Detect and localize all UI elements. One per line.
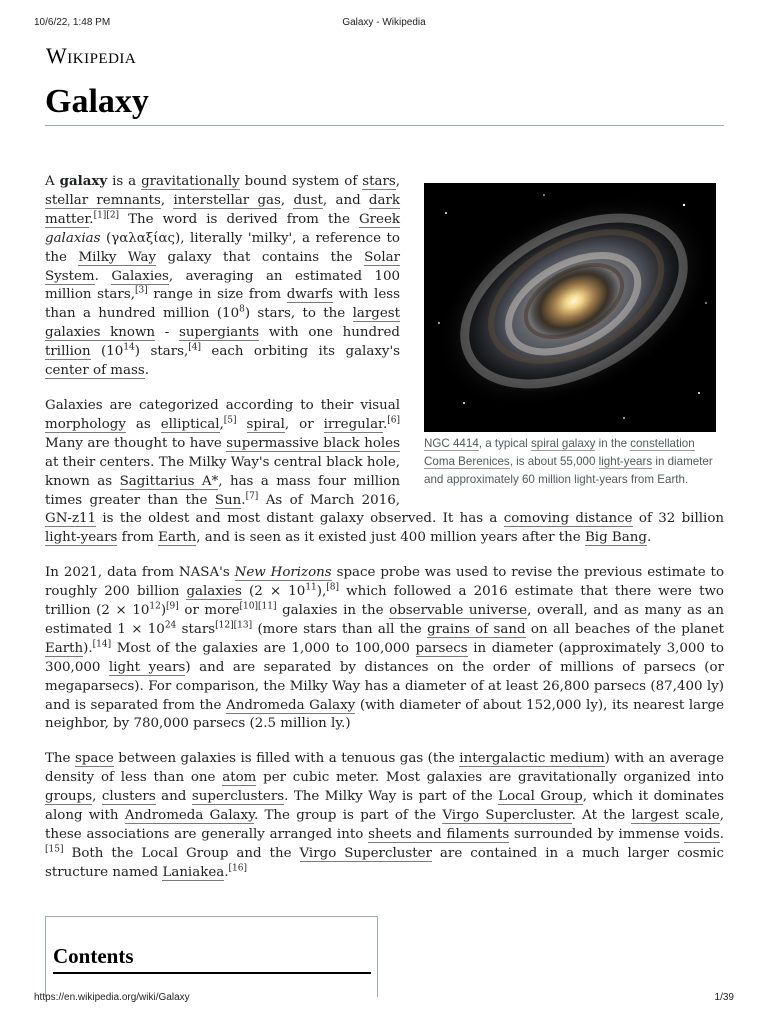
article-link[interactable]: Greek xyxy=(358,211,400,227)
paragraph-text: In 2021, data from NASA's xyxy=(45,565,235,581)
paragraph-text: , and xyxy=(322,192,369,208)
reference-link[interactable]: [14] xyxy=(92,639,112,650)
paragraph-text: are contained in a much larger cosmic structure named xyxy=(45,845,724,880)
caption-link-ngc-4414[interactable]: NGC 4414 xyxy=(424,437,479,450)
paragraph-text: . xyxy=(144,363,149,379)
toc-divider xyxy=(53,972,371,974)
reference-link[interactable]: [13] xyxy=(233,620,253,631)
paragraph-text: Both the Local Group and the xyxy=(63,845,300,861)
ngc-4414-galaxy-picture xyxy=(424,183,716,432)
article-link[interactable]: Virgo Supercluster xyxy=(299,845,432,861)
article-link[interactable]: light years xyxy=(108,659,186,675)
reference-link[interactable]: [16] xyxy=(228,863,247,874)
article-link[interactable]: parsecs xyxy=(415,640,468,656)
article-link[interactable]: stellar remnants xyxy=(45,192,161,208)
article-link[interactable]: light-years xyxy=(45,530,118,546)
image-caption xyxy=(424,435,716,489)
caption-text: , a typical xyxy=(478,437,531,450)
article-link[interactable]: Virgo Supercluster xyxy=(442,808,572,824)
image-figure xyxy=(424,183,724,489)
paragraph-text xyxy=(237,417,247,432)
paragraph-text: . xyxy=(646,530,652,546)
wikipedia-wordmark[interactable]: Wikipedia xyxy=(46,43,137,68)
article-link[interactable]: space xyxy=(74,751,114,767)
article-link[interactable]: intergalactic medium xyxy=(459,751,605,767)
paragraph-text: , overall, and as many as an estimated 1 × 10 xyxy=(45,603,725,637)
article-link[interactable]: Earth xyxy=(158,530,197,546)
article-link[interactable]: sheets and filaments xyxy=(368,827,510,842)
caption-link-spiral-galaxy[interactable]: spiral galaxy xyxy=(530,437,596,450)
article-link[interactable]: Laniakea xyxy=(162,864,225,880)
article-body xyxy=(45,172,724,899)
paragraph-text: ) and are separated by distances on the order of millions of parsecs (or megaparsecs). For comparison, the Milky Way has a diameter of at least 26,800 parsecs (87,400 ly) and is separated from the xyxy=(45,659,724,713)
paragraph-text: in diameter (approximately 3,000 to 300,000 xyxy=(45,640,724,675)
paragraph-text: ) stars, to the xyxy=(244,306,353,322)
superscript-exponent: 24 xyxy=(164,620,177,631)
reference-link[interactable]: [1] xyxy=(93,210,107,221)
article-link[interactable]: voids xyxy=(684,827,720,842)
article-link[interactable]: Solar System xyxy=(45,249,401,284)
paragraph-text: (more stars than all the xyxy=(252,621,428,637)
reference-link[interactable]: [2] xyxy=(106,210,120,221)
paragraph-text: as xyxy=(125,416,161,432)
galaxy-image[interactable] xyxy=(424,183,716,432)
article-link[interactable]: Earth xyxy=(45,640,84,656)
reference-link[interactable]: [8] xyxy=(326,582,339,593)
paragraph-text: , which it dominates along with xyxy=(45,789,724,824)
reference-link[interactable]: [10] xyxy=(239,601,259,612)
paragraph-text: The word is derived from the xyxy=(119,211,359,227)
paragraph-text: - xyxy=(155,325,180,341)
article-link[interactable]: Milky Way xyxy=(78,249,157,265)
superscript-exponent: 12 xyxy=(149,601,161,612)
reference-link[interactable]: [5] xyxy=(223,415,237,426)
paragraph-text: on all beaches of the planet xyxy=(525,621,724,637)
table-of-contents xyxy=(45,916,378,997)
paragraph-text: ). xyxy=(83,640,93,656)
paragraph-text: , these associations are generally arranged into xyxy=(45,808,724,842)
article-link[interactable]: clusters xyxy=(101,789,156,805)
article-link[interactable]: comoving distance xyxy=(503,511,633,527)
paragraph-text: ) with an average density of less than one xyxy=(45,751,724,786)
paragraph-text: . xyxy=(94,268,112,284)
article-link[interactable]: Andromeda Galaxy xyxy=(226,697,356,713)
reference-link[interactable]: [7] xyxy=(245,491,259,502)
paragraph-text: As of March 2016, xyxy=(258,492,400,508)
paragraph-text: . At the xyxy=(571,808,632,824)
caption-text: in diameter and approximately 60 million light-years from Earth. xyxy=(424,455,713,486)
superscript-exponent: 8 xyxy=(239,304,245,315)
paragraph-text: and xyxy=(155,789,192,805)
article-link[interactable]: gravitationally xyxy=(141,174,240,189)
print-url: https://en.wikipedia.org/wiki/Galaxy xyxy=(34,992,190,1003)
reference-link[interactable]: [12] xyxy=(215,620,234,631)
bold-term: galaxy xyxy=(59,173,108,189)
article-link[interactable]: morphology xyxy=(45,416,126,432)
article-link[interactable]: groups xyxy=(45,789,93,805)
article-link[interactable]: atom xyxy=(222,770,257,786)
paragraph-text: is a xyxy=(107,174,142,189)
paragraph-text: , and is seen as it existed just 400 million years after the xyxy=(196,530,585,546)
paragraph-text: galaxies in the xyxy=(276,603,390,619)
paragraph-text: galaxy that contains the xyxy=(156,249,365,265)
paragraph-text: , or xyxy=(284,416,324,432)
paragraph-text: ) stars, xyxy=(134,344,189,360)
caption-link-constellation[interactable]: constellation xyxy=(630,437,695,450)
article-link[interactable]: irregular xyxy=(323,416,383,432)
paragraph-text: . xyxy=(89,211,94,227)
paragraph-text: each orbiting its galaxy's xyxy=(200,344,400,360)
reference-link[interactable]: [11] xyxy=(258,601,277,612)
paragraph-text: surrounded by immense xyxy=(509,827,685,842)
paragraph-text: ) xyxy=(160,603,167,619)
paragraph-text: . The Milky Way is part of the xyxy=(284,789,499,805)
paragraph-text: with less than a hundred million (10 xyxy=(45,287,400,322)
paragraph-text: , xyxy=(395,174,400,189)
reference-link[interactable]: [3] xyxy=(134,285,148,296)
paragraph-text: Many are thought to have xyxy=(45,435,227,451)
article-link[interactable]: stars xyxy=(362,174,396,189)
reference-link[interactable]: [4] xyxy=(188,342,201,353)
print-page-title: Galaxy - Wikipedia xyxy=(342,17,426,28)
reference-link[interactable]: [9] xyxy=(166,601,179,612)
reference-link[interactable]: [6] xyxy=(387,415,400,426)
article-link[interactable]: Big Bang xyxy=(584,530,647,546)
paragraph-text: , averaging an estimated 100 million stars, xyxy=(45,268,401,303)
paragraph-text: at their centers. The Milky Way's central black hole, known as xyxy=(45,454,400,489)
paragraph-text: . xyxy=(719,827,724,842)
paragraph-text: ), xyxy=(316,584,327,600)
paragraph-text: . xyxy=(224,864,229,880)
italic-term: galaxias xyxy=(45,230,101,246)
article-link[interactable]: Local Group xyxy=(498,789,583,805)
paragraph-text: bound system of xyxy=(239,174,363,189)
caption-text: in the xyxy=(595,437,631,450)
superscript-exponent: 11 xyxy=(305,582,317,593)
page-number: 1/39 xyxy=(714,992,734,1003)
article-link[interactable]: dwarfs xyxy=(286,287,333,303)
article-link[interactable]: observable universe xyxy=(389,603,528,619)
paragraph-text: which followed a 2016 estimate that there were two trillion (2 × 10 xyxy=(45,584,724,619)
article-link[interactable]: Galaxies xyxy=(111,268,169,284)
paragraph-text: or more xyxy=(178,603,240,619)
article-link[interactable]: supergiants xyxy=(179,325,260,341)
print-datetime: 10/6/22, 1:48 PM xyxy=(34,17,111,28)
paragraph-text: (with diameter of about 152,000 ly), its nearest large neighbor, by 780,000 parsecs (2.5 million ly.) xyxy=(45,697,725,732)
paragraph-text: A xyxy=(45,174,60,189)
article-link[interactable]: superclusters xyxy=(191,789,285,805)
paragraph-text: , xyxy=(92,789,102,805)
paragraph-text: . The group is part of the xyxy=(253,808,443,824)
article-link[interactable]: GN-z11 xyxy=(45,511,97,527)
paragraph-text: , has a mass four million times greater than the xyxy=(45,473,401,508)
article-link[interactable]: spiral xyxy=(246,416,285,432)
article-link[interactable]: supermassive black holes xyxy=(226,435,400,451)
paragraph-text: of 32 billion xyxy=(632,511,725,527)
title-divider xyxy=(45,125,724,126)
article-link[interactable]: galaxies xyxy=(186,584,242,600)
paragraph-text: is the oldest and most distant galaxy observed. It has a xyxy=(96,511,504,527)
article-link[interactable]: largest galaxies known xyxy=(45,306,400,341)
toc-title: Contents xyxy=(53,944,134,968)
article-link[interactable]: grains of sand xyxy=(427,621,526,637)
superscript-exponent: 14 xyxy=(123,342,135,353)
paragraph-text: , xyxy=(280,192,294,208)
paragraph-text: , xyxy=(160,192,174,208)
paragraph-text: range in size from xyxy=(147,287,287,303)
caption-text: , is about 55,000 xyxy=(509,455,599,468)
paragraph-text: The xyxy=(45,751,75,767)
paragraph-text: space probe was used to revise the previous estimate to roughly 200 billion xyxy=(45,565,725,600)
paragraph-text: from xyxy=(117,530,159,546)
article-link[interactable]: New Horizons xyxy=(234,565,332,581)
paragraph-text: . xyxy=(382,416,388,432)
article-link[interactable]: dark matter xyxy=(45,192,400,227)
paragraph-text: Galaxies are categorized according to their visual xyxy=(45,397,400,413)
article-link[interactable]: Sagittarius A* xyxy=(119,473,219,489)
article-link[interactable]: elliptical xyxy=(160,416,220,432)
paragraph-text: with one hundred xyxy=(259,325,400,341)
paragraph-text: stars xyxy=(176,621,216,637)
paragraph-text: per cubic meter. Most galaxies are gravitationally organized into xyxy=(256,770,724,786)
paragraph xyxy=(45,750,724,882)
article-link[interactable]: interstellar gas xyxy=(173,192,281,208)
article-link[interactable]: center of mass xyxy=(45,363,145,379)
paragraph-text: (2 × 10 xyxy=(241,584,306,600)
paragraph-text: between galaxies is filled with a tenuous gas (the xyxy=(113,751,460,767)
caption-link-light-years[interactable]: light-years xyxy=(598,455,653,468)
reference-link[interactable]: [15] xyxy=(45,844,64,855)
paragraph-text: , xyxy=(219,416,224,432)
article-link[interactable]: trillion xyxy=(45,344,91,360)
paragraph xyxy=(45,564,724,734)
article-link[interactable]: Andromeda Galaxy xyxy=(124,808,254,824)
page-title: Galaxy xyxy=(45,83,149,120)
paragraph-text: (γαλαξίας), literally 'milky', a reference to the xyxy=(45,230,400,265)
paragraph-text: Most of the galaxies are 1,000 to 100,000 xyxy=(111,640,416,656)
paragraph-text: . xyxy=(241,492,246,508)
article-link[interactable]: Sun xyxy=(214,492,242,508)
article-link[interactable]: dust xyxy=(293,192,323,208)
paragraph-text: (10 xyxy=(90,344,124,360)
article-link[interactable]: largest scale xyxy=(631,808,720,824)
caption-link-coma-berenices[interactable]: Coma Berenices xyxy=(424,455,510,468)
